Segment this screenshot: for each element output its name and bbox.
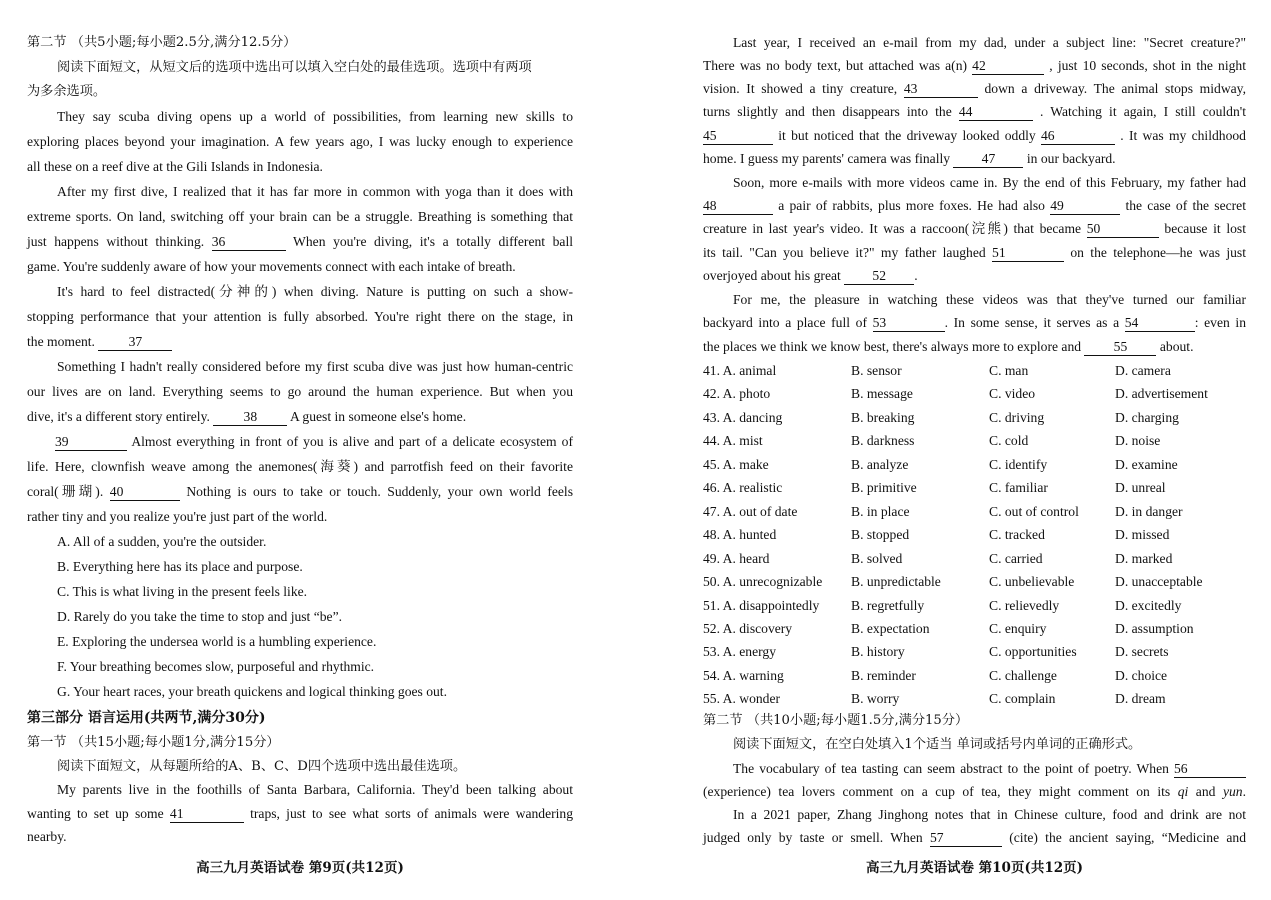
choice-option[interactable]: D. dream xyxy=(1115,691,1166,707)
choice-option[interactable]: 44. A. mist xyxy=(703,433,763,449)
text-segment: judged only by taste or smell. When xyxy=(703,830,923,845)
blank-55[interactable]: 55 xyxy=(1084,339,1156,356)
choice-option[interactable]: 41. A. animal xyxy=(703,363,777,378)
text-segment: Almost everything in front of you is alive and part of a delicate ecosystem of xyxy=(131,434,573,449)
passage-line: After my first dive, I realized that it has far more in common with yoga than it does with xyxy=(57,184,573,199)
choice-option[interactable]: B. primitive xyxy=(851,480,917,496)
passage-line xyxy=(703,56,1246,76)
text-segment: traps, just to see what sorts of animals were wandering xyxy=(250,806,574,821)
section-2-heading: 第二节 （共5小题;每小题2.5分,满分12.5分） xyxy=(27,35,297,50)
choice-option[interactable]: 54. A. warning xyxy=(703,667,784,683)
choice-option[interactable]: B. history xyxy=(851,644,905,660)
passage-line: nearby. xyxy=(27,829,67,844)
text-segment: its tail. "Can you believe it?" my father laughed xyxy=(703,245,986,260)
right-page xyxy=(703,0,1246,900)
passage-line: They say scuba diving opens up a world of possibilities, from learning new skills to xyxy=(57,109,573,124)
passage-line: For me, the pleasure in watching these videos was that they've turned our familiar xyxy=(733,292,1246,307)
text-segment: The vocabulary of tea tasting can seem abstract to the point of poetry. When xyxy=(733,761,1169,776)
passage-line xyxy=(27,482,573,502)
choice-option[interactable]: D. examine xyxy=(1115,456,1178,472)
choice-option[interactable]: B. solved xyxy=(851,550,903,566)
passage-line: our lives are on land. Everything seems to go around the human experience. But when you xyxy=(27,384,573,399)
choice-option[interactable]: D. missed xyxy=(1115,527,1170,543)
instruction-line: 为多余选项。 xyxy=(27,84,107,99)
text-segment: A guest in someone else's home. xyxy=(289,409,467,424)
choice-option[interactable]: D. marked xyxy=(1115,550,1173,566)
choice-option[interactable]: D. advertisement xyxy=(1115,386,1208,402)
text-segment: wanting to set up some xyxy=(27,806,164,821)
choice-option[interactable]: B. in place xyxy=(851,503,910,519)
instruction-line: 阅读下面短文，从短文后的选项中选出可以填入空白处的最佳选项。选项中有两项 xyxy=(57,60,532,75)
text-segment: When you're diving, it's a totally different ball xyxy=(293,234,574,249)
blank-53[interactable]: 53 xyxy=(873,315,945,332)
choice-option[interactable]: D. in danger xyxy=(1115,503,1183,519)
text-segment: . xyxy=(914,268,918,283)
blank-47[interactable]: 47 xyxy=(953,151,1023,168)
text-segment: backyard into a place full of xyxy=(703,315,867,330)
text-segment: coral(珊瑚). xyxy=(27,484,104,499)
passage-line xyxy=(703,102,1246,122)
choice-option[interactable]: B. message xyxy=(851,386,913,402)
text-segment: home. I guess my parents' camera was finally xyxy=(703,151,951,166)
blank-37[interactable]: 37 xyxy=(98,334,172,351)
section-1-heading: 第一节 （共15小题;每小题1分,满分15分） xyxy=(27,735,280,750)
choice-option[interactable]: 47. A. out of date xyxy=(703,503,798,519)
choice-option[interactable]: B. regretfully xyxy=(851,597,925,613)
choice-option[interactable]: 55. A. wonder xyxy=(703,691,781,707)
passage-line xyxy=(27,232,573,252)
passage-line xyxy=(703,79,1246,99)
blank-48[interactable]: 48 xyxy=(703,198,773,215)
instruction-line: 阅读下面短文，从每题所给的A、B、C、D四个选项中选出最佳选项。 xyxy=(57,759,467,774)
choice-option[interactable]: 53. A. energy xyxy=(703,644,776,660)
passage-line: Something I hadn't really considered before my first scuba dive was just how human-centric xyxy=(57,359,573,374)
text-segment: , just 10 seconds, shot in the night xyxy=(1049,58,1246,73)
choice-option[interactable]: C. challenge xyxy=(989,667,1057,683)
text-segment: dive, it's a different story entirely. xyxy=(27,409,210,424)
text-segment: . xyxy=(1242,784,1246,799)
blank-39[interactable]: 39 xyxy=(55,434,127,451)
option-item: E. Exploring the undersea world is a humbling experience. xyxy=(57,634,377,649)
choice-option[interactable]: D. assumption xyxy=(1115,621,1194,636)
text-segment: it but noticed that the driveway looked oddly xyxy=(778,128,1036,143)
passage-line xyxy=(703,219,1246,239)
text-segment: qi xyxy=(1177,784,1189,799)
choice-option[interactable]: 51. A. disappointedly xyxy=(703,597,820,613)
choice-option[interactable]: C. tracked xyxy=(989,527,1045,543)
option-item: C. This is what living in the present feels like. xyxy=(57,584,308,599)
option-item: B. Everything here has its place and purpose. xyxy=(57,559,303,574)
text-segment: : even in xyxy=(1194,315,1246,330)
blank-56[interactable]: 56 xyxy=(1174,761,1246,778)
text-segment: creature in last year's video. It was a raccoon(浣熊) that became xyxy=(703,221,1082,236)
blank-44[interactable]: 44 xyxy=(959,104,1033,121)
left-page xyxy=(27,0,573,900)
text-segment: turns slightly and then disappears into the xyxy=(703,104,952,119)
passage-line xyxy=(27,804,573,824)
choice-option[interactable]: D. secrets xyxy=(1115,644,1169,660)
choice-option[interactable]: D. noise xyxy=(1115,433,1161,449)
passage-line xyxy=(703,828,1246,848)
passage-line: life. Here, clownfish weave among the anemones(海葵) and parrotfish feed on their favorite xyxy=(27,459,573,474)
choice-option[interactable]: C. identify xyxy=(989,456,1048,472)
choice-option[interactable]: D. choice xyxy=(1115,667,1168,683)
passage-line: My parents live in the foothills of Santa Barbara, California. They'd been talking about xyxy=(57,782,573,797)
blank-54[interactable]: 54 xyxy=(1125,315,1195,332)
blank-43[interactable]: 43 xyxy=(904,81,978,98)
text-segment: about. xyxy=(1159,339,1194,354)
choice-option[interactable]: C. man xyxy=(989,363,1029,378)
passage-line xyxy=(703,782,1246,802)
text-segment: a pair of rabbits, plus more foxes. He had also xyxy=(778,198,1045,213)
choice-option[interactable]: C. driving xyxy=(989,409,1045,425)
passage-line xyxy=(27,332,573,352)
choice-option[interactable]: C. unbelievable xyxy=(989,574,1075,589)
text-segment: overjoyed about his great xyxy=(703,268,841,283)
choice-option[interactable]: C. out of control xyxy=(989,503,1079,519)
blank-46[interactable]: 46 xyxy=(1041,128,1115,145)
choice-option[interactable]: B. stopped xyxy=(851,527,910,543)
text-segment: Nothing is ours to take or touch. Suddenly, your own world feels xyxy=(186,484,573,499)
passage-line xyxy=(27,407,573,427)
choice-option[interactable]: C. video xyxy=(989,386,1036,402)
blank-38[interactable]: 38 xyxy=(213,409,287,426)
choice-option[interactable]: 45. A. make xyxy=(703,456,769,472)
choice-option[interactable]: 50. A. unrecognizable xyxy=(703,574,823,589)
blank-49[interactable]: 49 xyxy=(1050,198,1120,215)
choice-option[interactable]: 52. A. discovery xyxy=(703,621,793,636)
text-segment: . In some sense, it serves as a xyxy=(944,315,1120,330)
part-3-heading: 第三部分 语言运用(共两节,满分30分) xyxy=(27,710,266,726)
passage-line xyxy=(703,126,1246,146)
passage-line xyxy=(703,337,1246,357)
passage-line: It's hard to feel distracted(分神的) when diving. Nature is putting on such a show- xyxy=(57,284,573,299)
passage-line: Soon, more e-mails with more videos came in. By the end of this February, my father had xyxy=(733,175,1246,190)
text-segment: yun xyxy=(1222,784,1243,799)
page-footer: 高三九月英语试卷 第9页(共12页) xyxy=(196,860,404,876)
text-segment: (experience) tea lovers comment on a cup of tea, they might comment on its xyxy=(703,784,1171,799)
blank-50[interactable]: 50 xyxy=(1087,221,1159,238)
option-item: G. Your heart races, your breath quickens and logical thinking goes out. xyxy=(57,684,447,699)
choice-option[interactable]: C. cold xyxy=(989,433,1029,449)
text-segment: . It was my childhood xyxy=(1120,128,1246,143)
option-item: F. Your breathing becomes slow, purposeful and rhythmic. xyxy=(57,659,375,674)
choice-option[interactable]: D. excitedly xyxy=(1115,597,1182,613)
passage-line: extreme sports. On land, switching off your brain can be a struggle. Breathing is something that xyxy=(27,209,573,224)
passage-line xyxy=(703,266,1246,286)
choice-option[interactable]: C. opportunities xyxy=(989,644,1077,660)
passage-line xyxy=(703,149,1246,169)
blank-41[interactable]: 41 xyxy=(170,806,244,823)
choice-option[interactable]: D. unreal xyxy=(1115,480,1166,496)
option-item: A. All of a sudden, you're the outsider. xyxy=(57,534,267,549)
text-segment: the case of the secret xyxy=(1125,198,1246,213)
blank-42[interactable]: 42 xyxy=(972,58,1044,75)
text-segment: because it lost xyxy=(1164,221,1246,236)
blank-36[interactable]: 36 xyxy=(212,234,286,251)
passage-line xyxy=(703,196,1246,216)
choice-option[interactable]: B. reminder xyxy=(851,667,916,683)
passage-line xyxy=(27,432,573,452)
choice-option[interactable]: 43. A. dancing xyxy=(703,409,783,425)
blank-40[interactable]: 40 xyxy=(110,484,180,501)
blank-51[interactable]: 51 xyxy=(992,245,1064,262)
text-segment: on the telephone—he was just xyxy=(1070,245,1246,260)
text-segment: (cite) the ancient saying, “Medicine and xyxy=(1009,830,1246,845)
choice-option[interactable]: C. enquiry xyxy=(989,621,1047,636)
text-segment: down a driveway. The animal stops midway, xyxy=(984,81,1246,96)
choice-option[interactable]: C. carried xyxy=(989,550,1043,566)
passage-line xyxy=(703,243,1246,263)
choice-option[interactable]: B. expectation xyxy=(851,621,930,636)
choice-option[interactable]: 48. A. hunted xyxy=(703,527,777,543)
passage-line: stopping performance that your attention is fully absorbed. You're right there on the stage, in xyxy=(27,309,573,324)
passage-line xyxy=(703,313,1246,333)
instruction-line: 阅读下面短文，在空白处填入1个适当 单词或括号内单词的正确形式。 xyxy=(733,737,1142,752)
choice-option[interactable]: 46. A. realistic xyxy=(703,480,783,496)
choice-option[interactable]: D. camera xyxy=(1115,363,1171,378)
blank-52[interactable]: 52 xyxy=(844,268,914,285)
page-footer: 高三九月英语试卷 第10页(共12页) xyxy=(865,860,1084,876)
blank-45[interactable]: 45 xyxy=(703,128,773,145)
choice-option[interactable]: B. analyze xyxy=(851,456,909,472)
text-segment: in our backyard. xyxy=(1026,151,1116,166)
choice-option[interactable]: B. darkness xyxy=(851,433,915,449)
choice-option[interactable]: B. sensor xyxy=(851,363,902,378)
passage-line: exploring places beyond your imagination. A few years ago, I was lucky enough to experience xyxy=(27,134,573,149)
choice-option[interactable]: C. complain xyxy=(989,691,1056,707)
blank-57[interactable]: 57 xyxy=(930,830,1002,847)
choice-option[interactable]: C. familiar xyxy=(989,480,1048,496)
passage-line: Last year, I received an e-mail from my dad, under a subject line: "Secret creature?" xyxy=(733,35,1246,50)
section-2-heading: 第二节 （共10小题;每小题1.5分,满分15分） xyxy=(703,713,969,728)
choice-option[interactable]: 49. A. heard xyxy=(703,550,770,566)
choice-option[interactable]: 42. A. photo xyxy=(703,386,771,402)
text-segment: . Watching it again, I still couldn't xyxy=(1039,104,1246,119)
choice-option[interactable]: D. unacceptable xyxy=(1115,574,1203,589)
passage-line xyxy=(703,759,1246,779)
passage-line: all these on a reef dive at the Gili Islands in Indonesia. xyxy=(27,159,323,174)
text-segment: just happens without thinking. xyxy=(27,234,205,249)
choice-option[interactable]: B. worry xyxy=(851,691,900,707)
text-segment: vision. It showed a tiny creature, xyxy=(703,81,898,96)
passage-line: game. You're suddenly aware of how your movements connect with each intake of breath. xyxy=(27,259,516,274)
choice-option[interactable]: B. unpredictable xyxy=(851,574,941,589)
text-segment: and xyxy=(1195,784,1216,799)
option-item: D. Rarely do you take the time to stop and just “be”. xyxy=(57,609,343,624)
choice-option[interactable]: D. charging xyxy=(1115,409,1179,425)
choice-option[interactable]: C. relievedly xyxy=(989,597,1060,613)
passage-line: In a 2021 paper, Zhang Jinghong notes that in Chinese culture, food and drink are not xyxy=(733,807,1246,822)
passage-line: rather tiny and you realize you're just part of the world. xyxy=(27,509,328,524)
text-segment: There was no body text, but attached was a(n) xyxy=(703,58,968,73)
choice-option[interactable]: B. breaking xyxy=(851,409,915,425)
text-segment: the places we think we know best, there's always more to explore and xyxy=(703,339,1082,354)
text-segment: the moment. xyxy=(27,334,95,349)
